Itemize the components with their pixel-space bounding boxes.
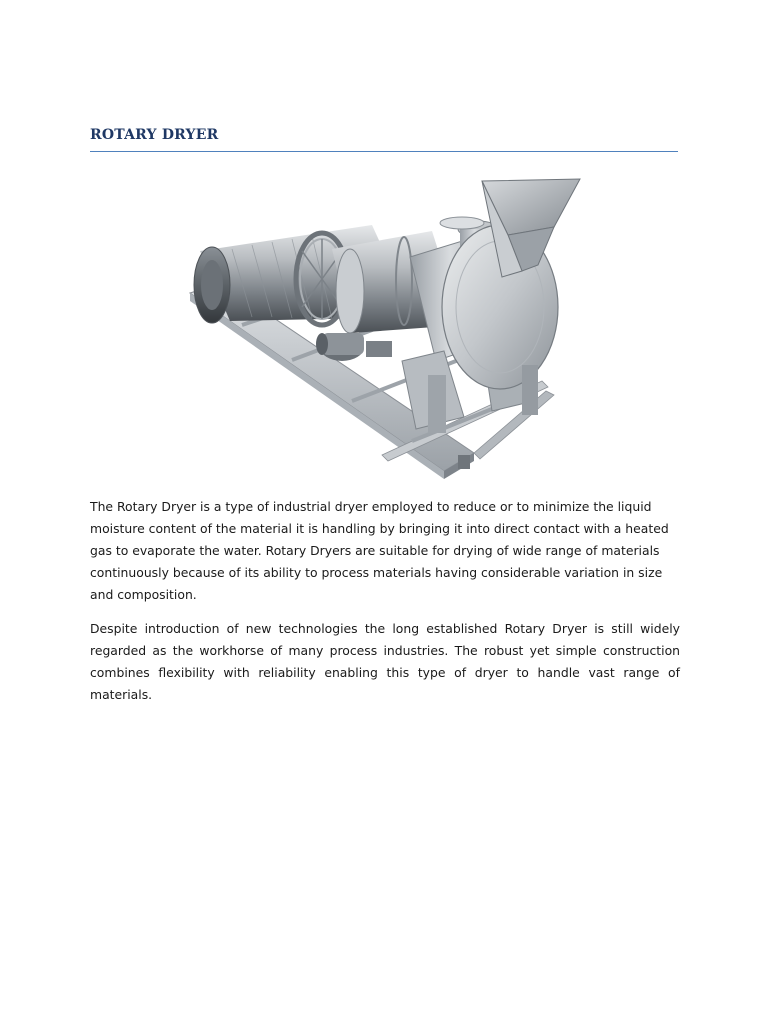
rotary-dryer-illustration — [182, 165, 587, 485]
drive-motor — [316, 333, 392, 361]
body-paragraph-2: Despite introduction of new technologies the long established Rotary Dryer is still widely regarded as the workhorse of many process industries. The robust yet simple construction combines flexibility with reliability enabling this type of dryer to handle vast range of materials. — [90, 621, 680, 702]
heading-underline — [90, 151, 678, 152]
body-paragraph-1: The Rotary Dryer is a type of industrial dryer employed to reduce or to minimize the liquid moisture content of the material it is handling by bringing it into direct contact with a heated gas to evaporate the water. Rotary Dryers are suitable for drying of wide range of materials continuously because of its ability to process materials having considerable variation in size and composition. — [90, 499, 669, 602]
rotary-dryer-image — [182, 165, 587, 485]
page-title: ROTARY DRYER — [90, 127, 219, 143]
